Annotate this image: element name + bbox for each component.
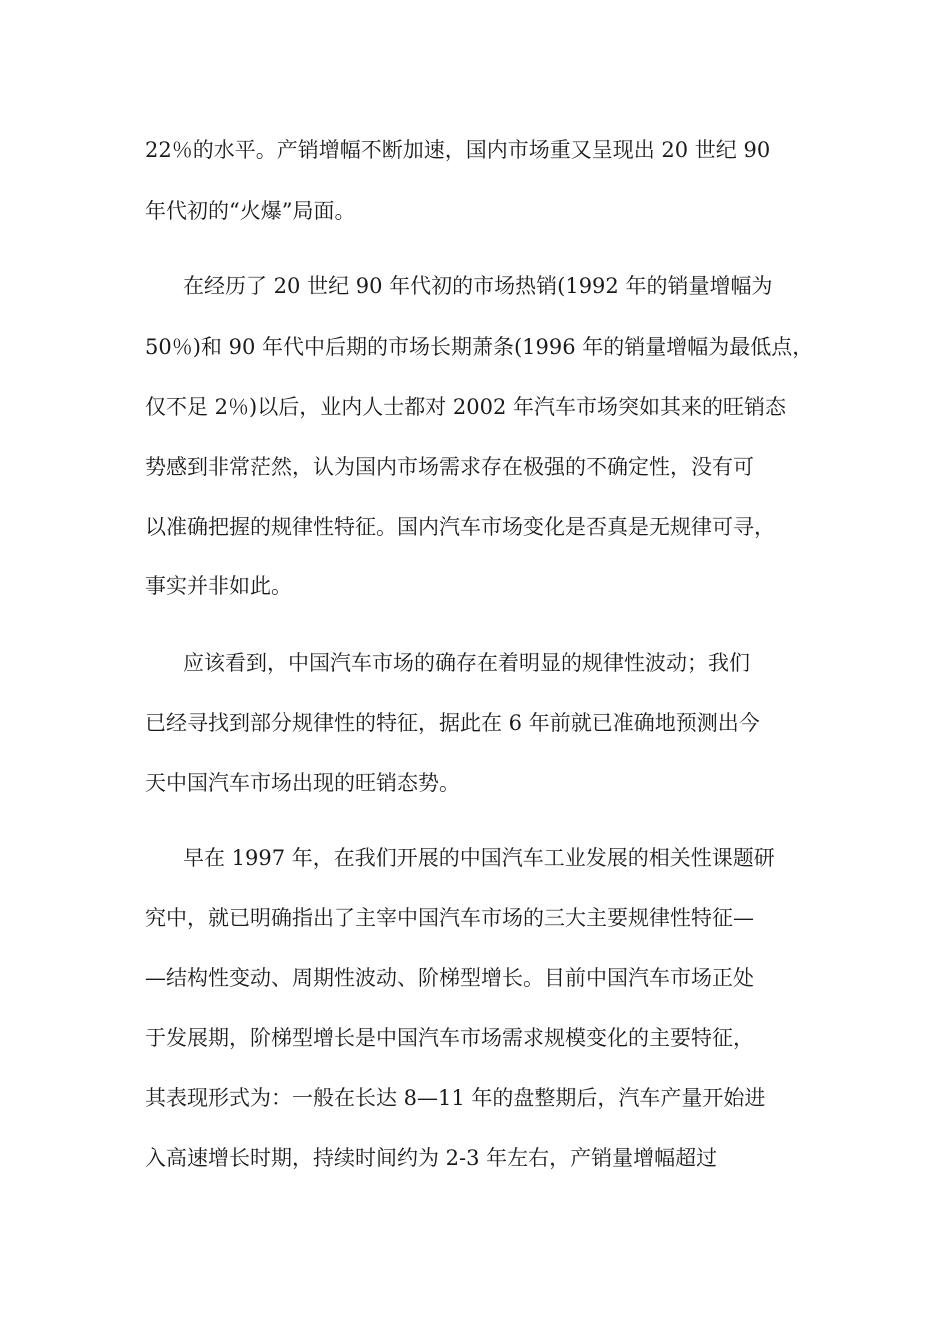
paragraph-first-line: 应该看到，中国汽车市场的确存在着明显的规律性波动；我们 [183, 651, 750, 675]
text-line: 入高速增长时期，持续时间约为 2-3 年左右，产销量增幅超过 [145, 1146, 718, 1170]
text-line: 于发展期，阶梯型增长是中国汽车市场需求规模变化的主要特征， [145, 1026, 754, 1050]
text-line: 势感到非常茫然，认为国内市场需求存在极强的不确定性，没有可 [145, 455, 754, 479]
text-line: 以准确把握的规律性特征。国内汽车市场变化是否真是无规律可寻， [145, 515, 775, 539]
text-line: 50％)和 90 年代中后期的市场长期萧条(1996 年的销量增幅为最低点， [145, 335, 814, 359]
text-line: 仅不足 2％)以后，业内人士都对 2002 年汽车市场突如其来的旺销态 [145, 395, 787, 419]
paragraph-first-line: 早在 1997 年，在我们开展的中国汽车工业发展的相关性课题研 [183, 846, 775, 870]
paragraph-first-line: 在经历了 20 世纪 90 年代初的市场热销(1992 年的销量增幅为 [183, 274, 773, 298]
text-line: 天中国汽车市场出现的旺销态势。 [145, 771, 460, 795]
text-line: 已经寻找到部分规律性的特征，据此在 6 年前就已准确地预测出今 [145, 711, 760, 735]
text-line: 22％的水平。产销增幅不断加速，国内市场重又呈现出 20 世纪 90 [145, 138, 771, 162]
text-line: 年代初的“火爆”局面。 [145, 199, 356, 223]
text-line: 事实并非如此。 [145, 574, 292, 598]
text-line: 究中，就已明确指出了主宰中国汽车市场的三大主要规律性特征— [145, 906, 754, 930]
text-line: 其表现形式为：一般在长达 8—11 年的盘整期后，汽车产量开始进 [145, 1086, 766, 1110]
text-line: —结构性变动、周期性波动、阶梯型增长。目前中国汽车市场正处 [145, 966, 754, 990]
